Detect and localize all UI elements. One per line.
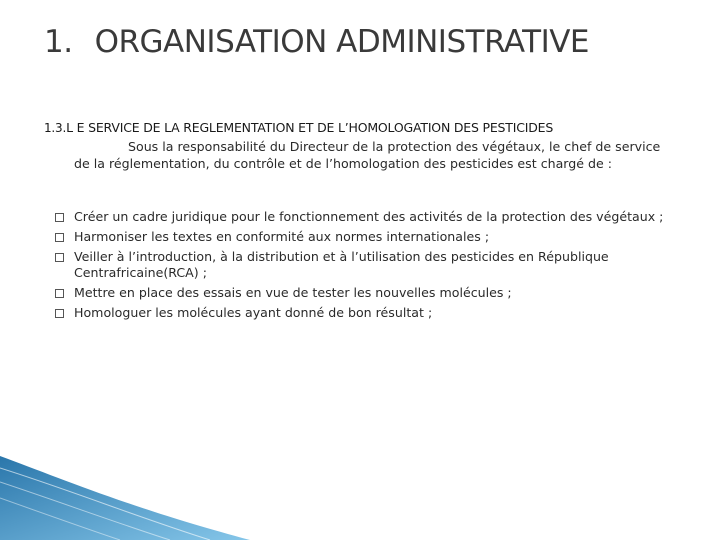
section-title: L E SERVICE DE LA REGLEMENTATION ET DE L’HOMOLOGATION DES PESTICIDES [66, 120, 554, 135]
bullet-list [44, 209, 684, 325]
intro-paragraph [74, 139, 679, 172]
bullet-item [44, 209, 684, 225]
intro-text: Sous la responsabilité du Directeur de la protection des végétaux, le chef de service de la réglementation, du contrôle et de l’homologation des pesticides est chargé de : [74, 139, 661, 171]
slide-title [44, 24, 589, 60]
slide-title-text: ORGANISATION ADMINISTRATIVE [94, 24, 590, 60]
bullet-item [44, 249, 684, 281]
bullet-item [44, 305, 684, 321]
checkbox-square-icon [55, 253, 64, 262]
slide-title-number: 1. [44, 24, 73, 60]
bullet-text: Veiller à l’introduction, à la distribution et à l’utilisation des pesticides en République Centrafricaine(RCA) ; [74, 249, 609, 280]
bullet-text: Créer un cadre juridique pour le fonctionnement des activités de la protection des végétaux ; [74, 209, 664, 224]
section-heading [44, 120, 553, 135]
checkbox-square-icon [55, 233, 64, 242]
bullet-text: Harmoniser les textes en conformité aux normes internationales ; [74, 229, 490, 244]
bullet-text: Mettre en place des essais en vue de tester les nouvelles molécules ; [74, 285, 512, 300]
bullet-item [44, 285, 684, 301]
section-number: 1.3. [44, 121, 67, 135]
bullet-text: Homologuer les molécules ayant donné de bon résultat ; [74, 305, 433, 320]
bullet-item [44, 229, 684, 245]
checkbox-square-icon [55, 309, 64, 318]
corner-wave-decoration [0, 448, 260, 540]
checkbox-square-icon [55, 289, 64, 298]
checkbox-square-icon [55, 213, 64, 222]
